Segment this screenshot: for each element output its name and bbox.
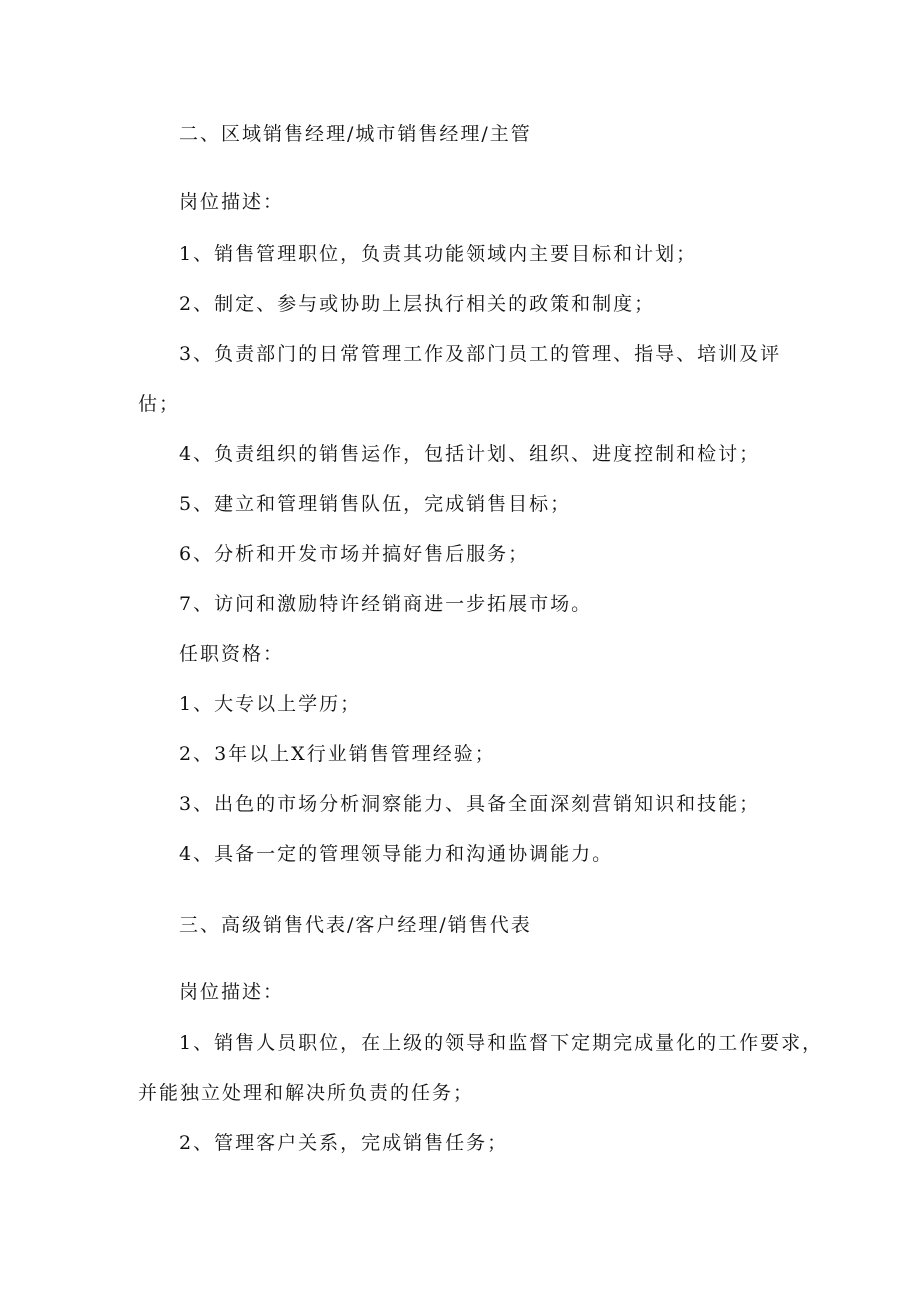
section-2-duty-3: 3、负责部门的日常管理工作及部门员工的管理、指导、培训及评	[179, 343, 782, 365]
section-2-duty-6: 6、分析和开发市场并搞好售后服务；	[179, 543, 530, 565]
section-2-qualification-3: 3、出色的市场分析洞察能力、具备全面深刻营销知识和技能；	[179, 793, 761, 815]
section-2-duty-1: 1、销售管理职位，负责其功能领域内主要目标和计划；	[179, 243, 698, 265]
section-2-duty-3-continued: 估；	[138, 393, 181, 415]
section-2-qualifications-title: 任职资格：	[179, 643, 285, 665]
section-2-duty-7: 7、访问和激励特许经销商进一步拓展市场。	[179, 593, 593, 615]
section-2-heading: 二、区域销售经理/城市销售经理/主管	[179, 123, 532, 145]
section-2-qualification-2: 2、3年以上X行业销售管理经验；	[179, 743, 496, 765]
section-3-duty-1: 1、销售人员职位，在上级的领导和监督下定期完成量化的工作要求，	[179, 1032, 824, 1054]
section-2-duties-title: 岗位描述：	[179, 191, 285, 213]
section-2-duty-4: 4、负责组织的销售运作，包括计划、组织、进度控制和检讨；	[179, 443, 761, 465]
section-3-duties-title: 岗位描述：	[179, 981, 285, 1003]
section-2-duty-5: 5、建立和管理销售队伍，完成销售目标；	[179, 493, 572, 515]
section-3-heading: 三、高级销售代表/客户经理/销售代表	[179, 914, 532, 936]
section-3-duty-1-continued: 并能独立处理和解决所负责的任务；	[138, 1082, 475, 1104]
section-3-duty-2: 2、管理客户关系，完成销售任务；	[179, 1132, 509, 1154]
section-2-qualification-1: 1、大专以上学历；	[179, 693, 362, 715]
section-2-qualification-4: 4、具备一定的管理领导能力和沟通协调能力。	[179, 843, 614, 865]
section-2-duty-2: 2、制定、参与或协助上层执行相关的政策和制度；	[179, 293, 656, 315]
